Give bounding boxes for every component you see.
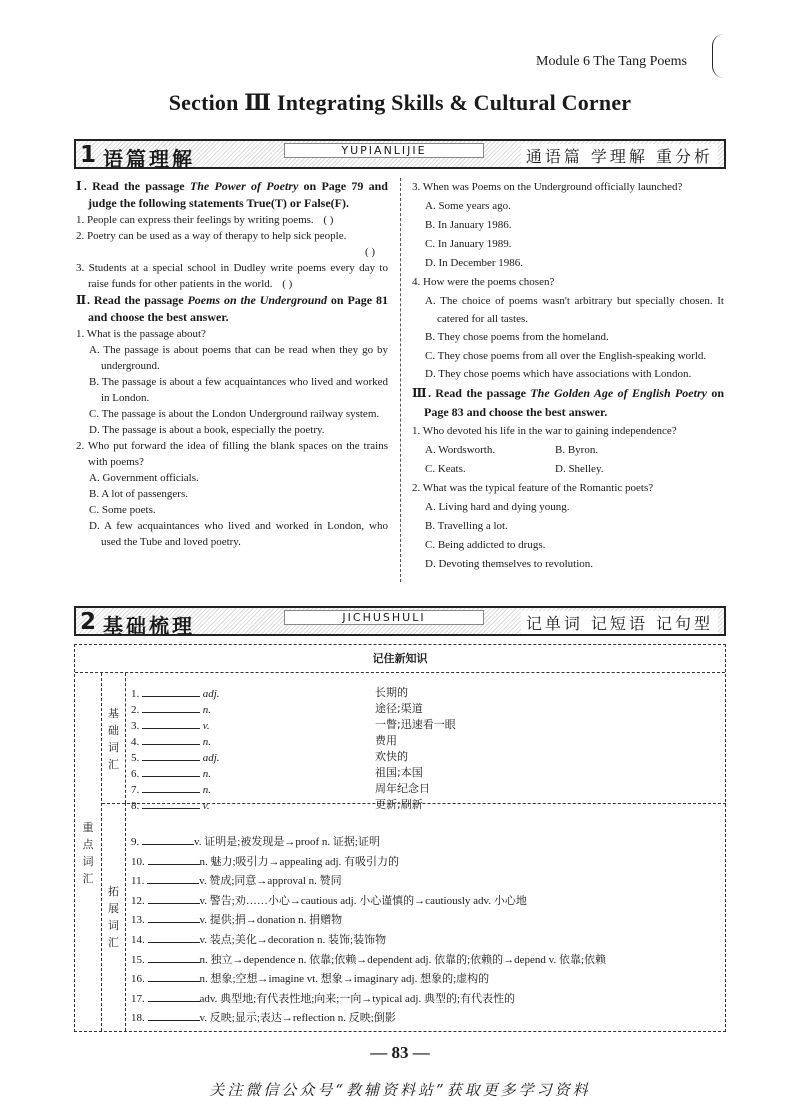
vocab-ext-row: 11. v. 赞成;同意→approval n. 赞同 bbox=[131, 872, 342, 888]
option-row: A. Wordsworth. B. Byron. bbox=[425, 444, 599, 456]
option: B. They chose poems from the homeland. bbox=[425, 331, 609, 343]
vocab-ext-row: 10. n. 魅力;吸引力→appealing adj. 有吸引力的 bbox=[131, 853, 399, 869]
option: D. They chose poems which have associations with London. bbox=[425, 368, 692, 380]
vocab-meaning: 费用 bbox=[375, 734, 397, 747]
vocab-meaning: 周年纪念日 bbox=[375, 782, 430, 795]
outer-label: 重点词汇 bbox=[82, 821, 94, 885]
answer-blank[interactable] bbox=[142, 781, 200, 793]
vocab-heading: 记住新知识 bbox=[75, 645, 725, 673]
option: D. The passage is about a book, especially the poetry. bbox=[89, 424, 325, 436]
vocab-ext-row: 17. adv. 典型地;有代表性地;向来;一向→typical adj. 典型的;有代表性的 bbox=[131, 990, 515, 1006]
statement: 2. Poetry can be used as a way of therapy to help sick people. bbox=[76, 230, 347, 242]
header-ornament bbox=[712, 34, 724, 78]
option: A. The passage is about poems that can be read when they go by underground. bbox=[89, 344, 388, 372]
option: B. Travelling a lot. bbox=[425, 520, 508, 532]
vocab-meaning: 欢快的 bbox=[375, 750, 408, 763]
vocab-ext-row: 9. v. 证明是;被发现是→proof n. 证据;证明 bbox=[131, 833, 380, 849]
statement: 1. People can express their feelings by writing poems. ( ) bbox=[76, 214, 334, 226]
ext-label-cell bbox=[102, 803, 126, 1031]
vocab-basic-row: 6. n. 祖国;本国 bbox=[131, 766, 423, 780]
banner-basics bbox=[74, 606, 726, 636]
banner-pinyin: YUPIANLIJIE bbox=[284, 143, 484, 158]
banner-title: 基础梳理 bbox=[103, 614, 195, 638]
page-number: — 83 — bbox=[370, 1043, 430, 1062]
option: A. Some years ago. bbox=[425, 200, 511, 212]
option: A. Living hard and dying young. bbox=[425, 501, 570, 513]
option: C. They chose poems from all over the English-speaking world. bbox=[425, 350, 707, 362]
option: A. The choice of poems wasn't arbitrary but specially chosen. It catered for all tastes. bbox=[425, 295, 724, 325]
vocab-basic-row: 5. adj. 欢快的 bbox=[131, 750, 408, 764]
option: D. In December 1986. bbox=[425, 257, 524, 269]
footer-tagline: 关注微信公众号“教辅资料站”获取更多学习资料 bbox=[209, 1081, 591, 1099]
vocab-basic-row: 3. v. 一瞥;迅速看一眼 bbox=[131, 718, 456, 732]
option: D. A few acquaintances who lived and worked in London, who used the Tube and loved poetry. bbox=[89, 520, 388, 548]
answer-blank[interactable] bbox=[142, 733, 200, 745]
answer-blank[interactable] bbox=[142, 749, 200, 761]
vocab-basic-row: 4. n. 费用 bbox=[131, 734, 397, 748]
option-row: C. Keats. D. Shelley. bbox=[425, 463, 604, 475]
vocab-meaning: 途径;渠道 bbox=[375, 702, 423, 715]
banner-reading bbox=[74, 139, 726, 169]
option: C. Some poets. bbox=[89, 504, 156, 516]
option: C. Being addicted to drugs. bbox=[425, 539, 546, 551]
vocab-basic-row: 1. adj. 长期的 bbox=[131, 686, 408, 700]
banner-slogan: 记单词 记短语 记句型 bbox=[521, 611, 718, 634]
banner-number: 2 bbox=[80, 609, 97, 635]
option: D. Devoting themselves to revolution. bbox=[425, 558, 594, 570]
basic-label: 基础词汇 bbox=[108, 707, 119, 771]
answer-blank[interactable] bbox=[148, 911, 200, 923]
banner-title: 语篇理解 bbox=[103, 147, 195, 171]
banner-pinyin: JICHUSHULI bbox=[284, 610, 484, 625]
part2-heading: Ⅱ. Read the passage Poems on the Underground on Page 81 and choose the best answer. bbox=[76, 293, 388, 324]
answer-blank[interactable] bbox=[148, 951, 200, 963]
statement: 3. Students at a special school in Dudley write poems every day to raise funds for other patients in the world. ( ) bbox=[76, 262, 388, 290]
option: B. The passage is about a few acquaintances who lived and worked in London. bbox=[89, 376, 388, 404]
running-header: Module 6 The Tang Poems bbox=[536, 54, 687, 69]
vocab-ext-row: 14. v. 装点;美化→decoration n. 装饰;装饰物 bbox=[131, 931, 386, 947]
answer-blank[interactable] bbox=[148, 853, 200, 865]
option: A. Government officials. bbox=[89, 472, 199, 484]
question: 1. Who devoted his life in the war to gaining independence? bbox=[412, 425, 677, 437]
answer-blank[interactable] bbox=[148, 990, 200, 1002]
answer-blank[interactable] bbox=[148, 970, 200, 982]
banner-number: 1 bbox=[80, 142, 97, 168]
question: 4. How were the poems chosen? bbox=[412, 276, 555, 288]
answer-blank[interactable] bbox=[142, 833, 194, 845]
vocab-meaning: 更新;刷新 bbox=[375, 798, 423, 811]
vocab-ext-row: 16. n. 想象;空想→imagine vt. 想象→imaginary adj. 想象的;虚构的 bbox=[131, 970, 489, 986]
question: 2. Who put forward the idea of filling the blank spaces on the trains with poems? bbox=[76, 440, 388, 468]
column-divider bbox=[400, 178, 401, 582]
basic-label-cell bbox=[102, 673, 126, 803]
question: 3. When was Poems on the Underground officially launched? bbox=[412, 181, 683, 193]
section-title: Section Ⅲ Integrating Skills & Cultural Corner bbox=[168, 90, 632, 115]
left-column bbox=[76, 178, 388, 550]
answer-blank[interactable] bbox=[147, 872, 199, 884]
right-column bbox=[412, 178, 724, 574]
option: B. In January 1986. bbox=[425, 219, 512, 231]
vocab-ext-row: 12. v. 警告;劝……小心→cautious adj. 小心谨慎的→cautiously adv. 小心地 bbox=[131, 892, 527, 908]
answer-blank[interactable] bbox=[142, 701, 200, 713]
option: C. The passage is about the London Underground railway system. bbox=[89, 408, 380, 420]
question: 1. What is the passage about? bbox=[76, 328, 206, 340]
part1-heading: Ⅰ. Read the passage The Power of Poetry on Page 79 and judge the following statements True(T) or False(F). bbox=[76, 179, 388, 210]
outer-label-cell bbox=[75, 673, 102, 1031]
vocab-ext-row: 18. v. 反映;显示;表达→reflection n. 反映;倒影 bbox=[131, 1009, 396, 1025]
question: 2. What was the typical feature of the Romantic poets? bbox=[412, 482, 654, 494]
option: C. In January 1989. bbox=[425, 238, 512, 250]
vocab-table bbox=[74, 644, 726, 1032]
ext-label: 拓展词汇 bbox=[108, 885, 119, 949]
vocab-meaning: 祖国;本国 bbox=[375, 766, 423, 779]
banner-slogan: 通语篇 学理解 重分析 bbox=[521, 144, 718, 167]
answer-blank[interactable] bbox=[148, 1009, 200, 1021]
answer-blank[interactable] bbox=[148, 931, 200, 943]
vocab-meaning: 长期的 bbox=[375, 686, 408, 699]
answer-blank[interactable] bbox=[142, 717, 200, 729]
answer-blank[interactable] bbox=[142, 797, 200, 809]
option: B. A lot of passengers. bbox=[89, 488, 188, 500]
vocab-basic-row: 7. n. 周年纪念日 bbox=[131, 782, 430, 796]
vocab-basic-row: 2. n. 途径;渠道 bbox=[131, 702, 423, 716]
answer-blank[interactable] bbox=[142, 685, 200, 697]
vocab-ext-row: 13. v. 提供;捐→donation n. 捐赠物 bbox=[131, 911, 342, 927]
answer-paren: ( ) bbox=[364, 246, 376, 258]
part3-heading: Ⅲ. Read the passage The Golden Age of English Poetry on Page 83 and choose the best answer. bbox=[412, 386, 724, 419]
answer-blank[interactable] bbox=[142, 765, 200, 777]
answer-blank[interactable] bbox=[148, 892, 200, 904]
vocab-basic-row: 8. v. 更新;刷新 bbox=[131, 798, 423, 812]
vocab-meaning: 一瞥;迅速看一眼 bbox=[375, 718, 456, 731]
vocab-ext-row: 15. n. 独立→dependence n. 依靠;依赖→dependent adj. 依靠的;依赖的→depend v. 依靠;依赖 bbox=[131, 951, 606, 967]
